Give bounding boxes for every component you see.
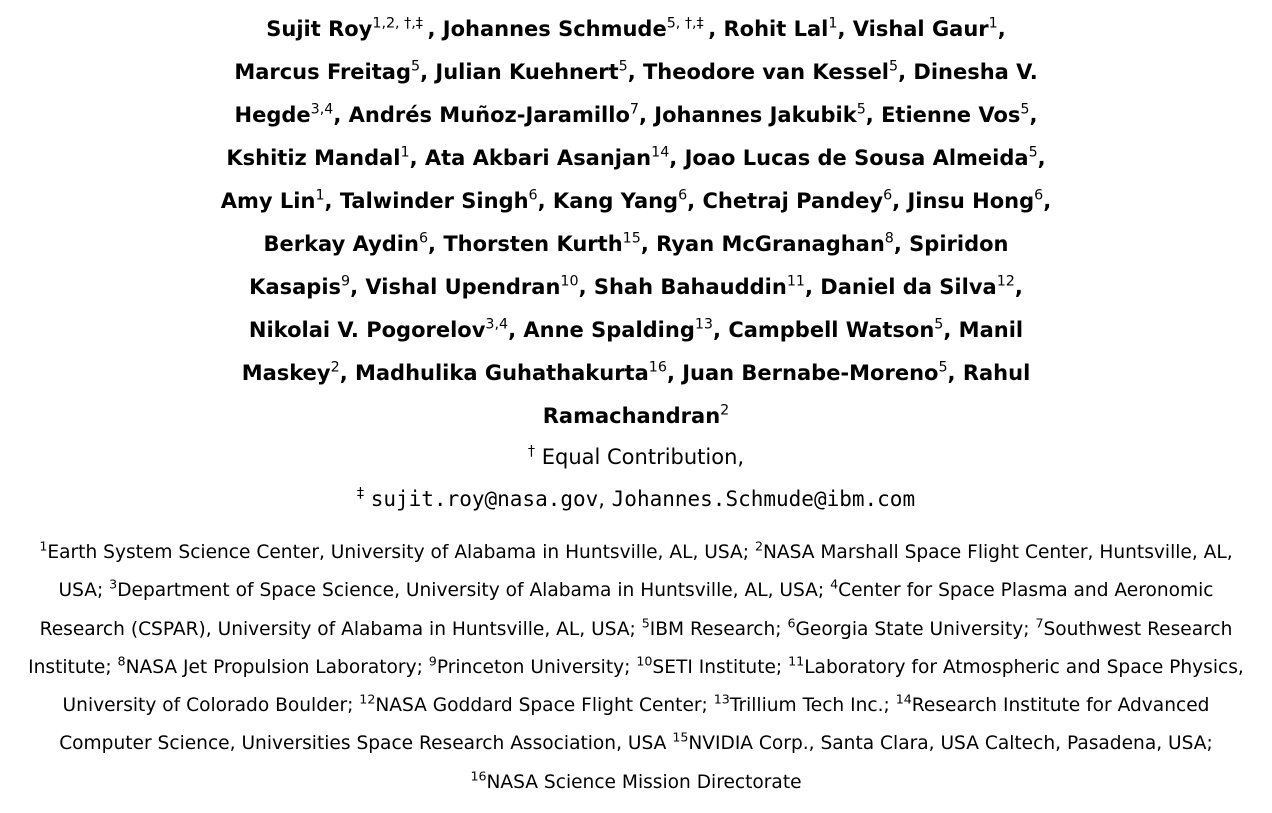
author [656, 232, 894, 256]
author-name: Etienne Vos [881, 103, 1021, 127]
affiliation-text: Department of Space Science, University of Alabama in Huntsville, AL, USA; [117, 580, 825, 602]
affiliation-text: Princeton University; [436, 656, 631, 678]
affiliation-text: IBM Research; [649, 618, 782, 640]
author-name: Sujit Roy [266, 17, 373, 41]
author-name: Talwinder Singh [339, 189, 529, 213]
author-affiliation-marker: 7 [629, 101, 639, 118]
author [728, 318, 943, 342]
author-name: Nikolai V. Pogorelov [248, 318, 486, 342]
author-affiliation-marker: 10 [560, 273, 579, 290]
dagger-mark: † [527, 443, 536, 460]
equal-contribution-text: Equal Contribution, [535, 445, 745, 469]
author-affiliation-marker: 5 [618, 58, 628, 75]
author-affiliation-marker: 15 [622, 230, 641, 247]
author [682, 361, 947, 385]
double-dagger-mark: ‡ [356, 485, 365, 502]
affiliation [359, 691, 708, 717]
author-affiliation-marker: 1 [988, 15, 998, 32]
author-name: Julian Kuehnert [435, 60, 619, 84]
affiliation-number: 4 [830, 576, 839, 592]
affiliation [636, 653, 783, 678]
author [523, 318, 713, 342]
author-name: Johannes Schmude [442, 17, 667, 41]
author-affiliation-marker: 5 [856, 101, 866, 118]
affiliation [39, 538, 750, 563]
equal-contribution-note [0, 436, 1272, 478]
affiliation-text: NASA Marshall Space Flight Center, Huntsville, AL, USA; [58, 542, 1233, 602]
affiliation-text: Earth System Science Center, University of Alabama in Huntsville, AL, USA; [47, 542, 750, 563]
affiliation [672, 729, 1213, 755]
affiliation-text: Georgia State University; [795, 618, 1030, 640]
author-name: Andrés Muñoz-Jaramillo [348, 103, 630, 127]
author-affiliation-marker: 5 [938, 359, 948, 376]
author [654, 103, 866, 127]
affiliation-number: 1 [39, 538, 48, 554]
author-name: Spiridon Kasapis [249, 232, 1009, 299]
affiliation [109, 576, 825, 602]
author-name: Madhulika Guhathakurta [354, 361, 649, 385]
author [881, 103, 1029, 127]
author [907, 189, 1043, 213]
author-affiliation-marker: 9 [341, 273, 351, 290]
affiliation-text: Research Institute for Advanced Computer Science, Universities Space Research Association, USA [59, 695, 1210, 755]
author [643, 60, 898, 84]
affiliation-number: 5 [641, 615, 650, 631]
author-list: Sujit Roy$^{1,2, \dagger,\ddagger}$ , Johannes Schmude$^{5, \dagger,\ddagger}$ , Rohit Lal$^1$, Vishal Gaur$^1$, Marcus Freitag$^5$, Julian Kuehnert$^5$, Theodore van Kessel$^5$, Dinesha V. Hegde$^{3,4}$, Andrés Muñoz-Jaramillo$^7$, Johannes Jakubik$^5$, Etienne Vos$^5$, Kshitiz Mandal$^1$, Ata Akbari Asanjan$^{14}$, Joao Lucas de Sousa Almeida$^5$, Amy Lin$^1$, Talwinder Singh$^6$, Kang Yang$^6$, Chetraj Pandey$^6$, Jinsu Hong$^6$, Berkay Aydin$^6$, Thorsten Kurth$^{15}$, Ryan McGranaghan$^8$, Spiridon Kasapis$^9$, Vishal Upendran$^{10}$, Shah Bahauddin$^{11}$, Daniel da Silva$^{12}$, Nikolai V. Pogorelov$^{3,4}$, Anne Spalding$^{13}$, Campbell Watson$^5$, Manil Maskey$^2$, Madhulika Guhathakurta$^{16}$, Juan Bernabe-Moreno$^5$, Rahul Ramachandran$^2$ [220, 15, 1052, 428]
author [365, 275, 578, 299]
author [594, 275, 805, 299]
affiliation-number: 3 [109, 576, 118, 592]
author-name: Kshitiz Mandal [226, 146, 401, 170]
author-affiliation-marker: 11 [786, 273, 805, 290]
affiliation-text: Trillium Tech Inc.; [729, 695, 890, 717]
affiliation-text: NVIDIA Corp., Santa Clara, USA Caltech, Pasadena, USA; [688, 733, 1213, 755]
affiliation [787, 615, 1030, 640]
affiliation-number: 11 [788, 653, 805, 669]
author-affiliation-marker: 6 [528, 187, 538, 204]
author-affiliation-marker: 1 [400, 144, 410, 161]
author [221, 189, 325, 213]
author-name: Ata Akbari Asanjan [424, 146, 652, 170]
author-affiliation-marker: 1 [828, 15, 838, 32]
author-name: Daniel da Silva [820, 275, 997, 299]
author-name: Vishal Gaur [852, 17, 989, 41]
author [435, 60, 627, 84]
author-affiliation-marker: 2 [720, 402, 730, 419]
author-name: Jinsu Hong [907, 189, 1035, 213]
affiliation-text: NASA Jet Propulsion Laboratory; [125, 656, 423, 678]
author [853, 17, 998, 41]
author-name: Rahul Ramachandran [542, 361, 1031, 428]
author-affiliation-marker: 5 [934, 316, 944, 333]
author-name: Berkay Aydin [263, 232, 419, 256]
author-affiliation-marker: 5 [411, 58, 421, 75]
author-name: Kang Yang [552, 189, 679, 213]
author [263, 232, 428, 256]
author-affiliation-marker: 8 [884, 230, 894, 247]
author-name: Rohit Lal [723, 17, 829, 41]
affiliation-number: 7 [1035, 615, 1044, 631]
author-affiliation-marker: 5, †,‡ [666, 15, 709, 32]
author-affiliation-marker: 6 [1034, 187, 1044, 204]
affiliation [641, 615, 782, 640]
author-affiliation-marker: 6 [678, 187, 688, 204]
affiliation-text: Laboratory for Atmospheric and Space Physics, University of Colorado Boulder; [62, 656, 1244, 717]
affiliation-text: Southwest Research Institute; [28, 618, 1233, 678]
author [226, 146, 409, 170]
affiliation-number: 15 [672, 729, 689, 745]
author [349, 103, 639, 127]
author [443, 17, 708, 41]
author [553, 189, 687, 213]
author-name: Johannes Jakubik [654, 103, 857, 127]
affiliation-text: SETI Institute; [652, 656, 783, 678]
author [340, 189, 538, 213]
author [249, 318, 508, 342]
affiliation-text: NASA Science Mission Directorate [486, 771, 802, 793]
affiliation-number: 9 [428, 653, 437, 669]
affiliation [470, 768, 802, 793]
author [443, 232, 640, 256]
author-name: Marcus Freitag [234, 60, 411, 84]
author-name: Vishal Upendran [365, 275, 561, 299]
author [355, 361, 667, 385]
author-affiliation-marker: 3,4 [310, 101, 334, 118]
author-name: Juan Bernabe-Moreno [682, 361, 939, 385]
affiliation-number: 8 [117, 653, 126, 669]
author-affiliation-marker: 14 [651, 144, 670, 161]
author-name: Campbell Watson [728, 318, 935, 342]
affiliation-number: 14 [895, 691, 912, 707]
author-affiliation-marker: 2 [330, 359, 340, 376]
author-name: Chetraj Pandey [702, 189, 884, 213]
author-affiliation-marker: 3,4 [485, 316, 509, 333]
author-name: Dinesha V. Hegde [234, 60, 1038, 127]
author-affiliation-marker: 1,2, †,‡ [372, 15, 428, 32]
affiliation [428, 653, 631, 678]
email-link-1[interactable]: sujit.roy@nasa.gov [370, 487, 599, 511]
contact-note [0, 478, 1272, 520]
author-affiliation-marker: 16 [648, 359, 667, 376]
author-name: Joao Lucas de Sousa Almeida [684, 146, 1029, 170]
author-name: Manil Maskey [241, 318, 1024, 385]
author [266, 17, 427, 41]
affiliation-number: 13 [713, 691, 730, 707]
affiliation-number: 16 [470, 768, 487, 784]
author [234, 60, 420, 84]
author-name: Theodore van Kessel [642, 60, 890, 84]
email-separator: , [598, 487, 612, 511]
author-affiliation-marker: 6 [418, 230, 429, 247]
author-name: Amy Lin [220, 189, 316, 213]
author-name: Thorsten Kurth [443, 232, 623, 256]
author-affiliation-marker: 12 [996, 273, 1015, 290]
author-affiliation-marker: 1 [315, 187, 325, 204]
affiliation-list [28, 534, 1244, 802]
author-notes [0, 436, 1272, 520]
author [425, 146, 669, 170]
affiliation-number: 2 [754, 538, 763, 554]
email-link-2[interactable]: Johannes.Schmude@ibm.com [611, 487, 916, 511]
author-name: Shah Bahauddin [593, 275, 787, 299]
author-name: Anne Spalding [523, 318, 695, 342]
author-affiliation-marker: 5 [1028, 144, 1038, 161]
affiliation-number: 10 [636, 653, 653, 669]
author-affiliation-marker: 13 [694, 316, 714, 333]
affiliation [713, 691, 890, 717]
author-name: Ryan McGranaghan [656, 232, 885, 256]
affiliation-text: Center for Space Plasma and Aeronomic Research (CSPAR), University of Alabama in Huntsville, AL, USA; [39, 580, 1214, 640]
author [702, 189, 892, 213]
author [685, 146, 1038, 170]
affiliation-text: NASA Goddard Space Flight Center; [375, 695, 708, 717]
author [820, 275, 1015, 299]
author-affiliation-marker: 5 [1020, 101, 1030, 118]
author-affiliation-marker: 6 [883, 187, 893, 204]
affiliation-number: 6 [787, 615, 796, 631]
author-affiliation-marker: 5 [889, 58, 899, 75]
author [724, 17, 838, 41]
affiliation [117, 653, 423, 678]
affiliation-number: 12 [359, 691, 376, 707]
